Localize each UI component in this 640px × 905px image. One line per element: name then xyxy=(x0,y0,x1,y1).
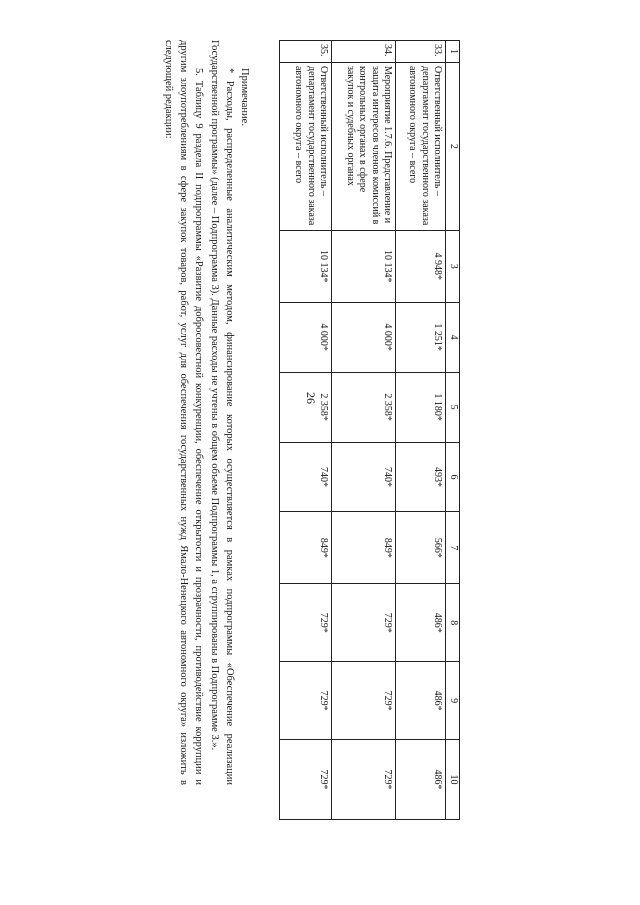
value-cell: 729* xyxy=(280,662,332,740)
row-name: Мероприятие 1.7.6. Представление и защита интересов членов комиссий в контрольных органах в сфере закупок и судебных органах xyxy=(332,62,396,230)
value-cell: 740* xyxy=(280,442,332,512)
value-cell: 729* xyxy=(332,662,396,740)
table-row xyxy=(280,41,332,820)
column-header: 10 xyxy=(446,740,460,820)
table-row xyxy=(332,41,396,820)
value-cell: 566* xyxy=(396,512,446,584)
column-header: 5 xyxy=(446,372,460,442)
value-cell: 729* xyxy=(280,584,332,662)
value-cell: 729* xyxy=(332,740,396,820)
value-cell: 10 134* xyxy=(280,230,332,302)
value-cell: 1 251* xyxy=(396,302,446,372)
column-header: 3 xyxy=(446,230,460,302)
value-cell: 486* xyxy=(396,662,446,740)
value-cell: 2 358* xyxy=(280,372,332,442)
value-cell: 4 948* xyxy=(396,230,446,302)
row-number: 35. xyxy=(280,41,332,63)
value-cell: 740* xyxy=(332,442,396,512)
value-cell: 4 000* xyxy=(332,302,396,372)
row-number: 34. xyxy=(332,41,396,63)
column-header: 9 xyxy=(446,662,460,740)
value-cell: 2 358* xyxy=(332,372,396,442)
row-number: 33. xyxy=(396,41,446,63)
row-name: Ответственный исполнитель – департамент государственного заказа автономного округа – всего xyxy=(280,62,332,230)
value-cell: 849* xyxy=(280,512,332,584)
footnote-text: * Расходы, распределенные аналитическим методом, финансирование которых осуществляется в рамках подпрограммы «Обеспечение реализации Государственной программы» (далее – Подпрограмма 3). Данные расходы не учтены в общем объеме Подпрограммы 1, а сгруппированы в Подпрограмме 3.». xyxy=(208,40,235,785)
column-header: 8 xyxy=(446,584,460,662)
value-cell: 1 180* xyxy=(396,372,446,442)
column-header: 7 xyxy=(446,512,460,584)
value-cell: 729* xyxy=(280,740,332,820)
column-header: 4 xyxy=(446,302,460,372)
value-cell: 486* xyxy=(396,584,446,662)
budget-table xyxy=(280,40,461,820)
value-cell: 10 134* xyxy=(332,230,396,302)
value-cell: 486* xyxy=(396,740,446,820)
amendment-paragraph: 5. Таблицу 9 раздела II подпрограммы «Развитие добросовестной конкуренции, обеспечение открытости и прозрачности, противодействие коррупции и другим злоупотреблениям в сфере закупок товаров, работ, услуг для обеспечения государственных нужд Ямало-Ненецкого автономного округа» изложить в следующей редакции: xyxy=(162,40,205,785)
value-cell: 493* xyxy=(396,442,446,512)
value-cell: 729* xyxy=(332,584,396,662)
notes-heading: Примечание. xyxy=(239,68,250,126)
column-header: 2 xyxy=(446,62,460,230)
column-header: 1 xyxy=(446,41,460,63)
table-row xyxy=(396,41,446,820)
row-name: Ответственный исполнитель – департамент государственного заказа автономного округа – всего xyxy=(396,62,446,230)
value-cell: 849* xyxy=(332,512,396,584)
column-header: 6 xyxy=(446,442,460,512)
rotated-sheet xyxy=(90,40,460,820)
value-cell: 4 000* xyxy=(280,302,332,372)
notes-section xyxy=(161,40,252,785)
page-number: 26 xyxy=(304,392,318,404)
table-header-row xyxy=(446,41,460,820)
